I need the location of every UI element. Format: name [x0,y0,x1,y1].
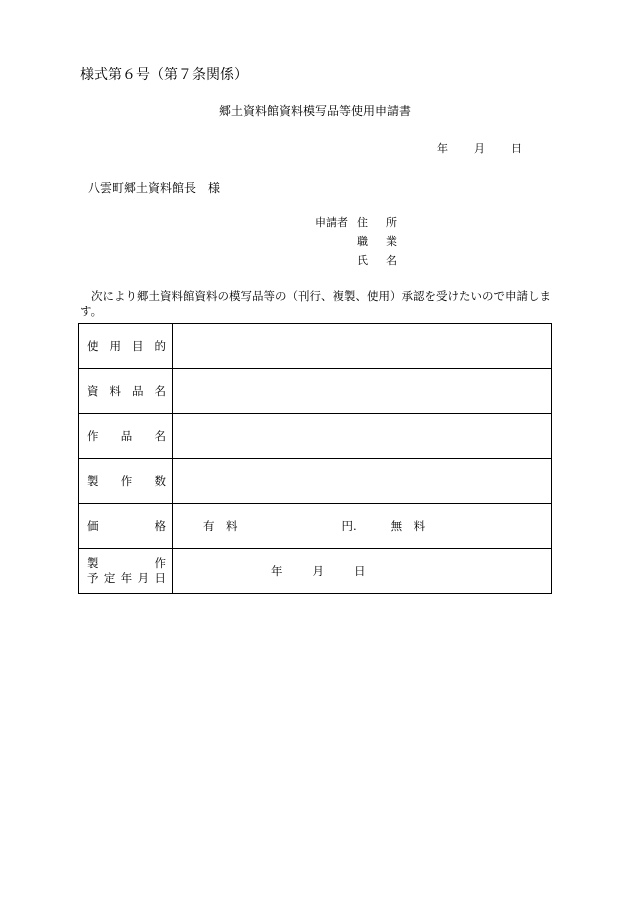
form-title: 郷土資料館資料模写品等使用申請書 [218,104,411,118]
label-char: 価 [87,519,99,533]
addressee: 八雲町郷土資料館長 様 [88,181,221,195]
label-char: 月 [137,571,150,585]
schedule-day: 日 [354,564,366,578]
label-char: 目 [132,339,144,353]
schedule-month: 月 [312,564,324,578]
price-free-option[interactable]: 無 料 [390,519,426,533]
label-char: 作 [154,556,166,570]
address-label [357,213,397,232]
body-text: 次により郷土資料館資料の模写品等の（刊行、複製、使用）承認を受けたいので申請します。 [80,289,551,318]
name-label-char-2: 名 [386,254,397,267]
price-field [173,504,552,549]
label-char: 品 [132,384,144,398]
name-label [357,251,397,270]
address-label-char-2: 所 [386,216,397,229]
label-char: 品 [120,429,133,443]
label-char: 格 [154,519,166,533]
quantity-label [79,459,173,504]
material-name-label [79,369,173,414]
date-day: 日 [511,142,522,155]
label-char: 名 [154,384,166,398]
address-label-char-1: 住 [357,216,368,229]
price-label [79,504,173,549]
price-yen-unit: 円. [341,519,357,533]
applicant-label: 申請者 [315,216,348,229]
work-name-label [79,414,173,459]
table-row [79,504,552,549]
label-char: 料 [109,384,121,398]
date-month: 月 [474,142,485,155]
material-name-field[interactable] [173,369,552,414]
label-char: 用 [109,339,121,353]
label-char: 定 [103,571,116,585]
table-row [79,414,552,459]
name-label-char-1: 氏 [357,254,368,267]
label-char: 日 [154,571,166,585]
quantity-field[interactable] [173,459,552,504]
schedule-label [79,549,173,594]
date-year: 年 [437,142,448,155]
occupation-label [357,232,397,251]
label-char: 的 [154,339,166,353]
label-char: 資 [87,384,99,398]
purpose-label [79,324,173,369]
purpose-field[interactable] [173,324,552,369]
price-paid-option[interactable]: 有 料 [203,519,238,533]
schedule-field[interactable] [173,549,552,594]
label-char: 年 [120,571,133,585]
label-char: 作 [87,429,99,443]
label-char: 予 [87,571,99,585]
application-date [437,140,522,156]
label-char: 製 [87,556,99,570]
label-char: 名 [154,429,166,443]
table-row [79,549,552,594]
label-char: 使 [87,339,99,353]
label-char: 製 [87,474,99,488]
label-char: 作 [120,474,133,488]
applicant-block [315,213,397,270]
application-table [78,323,552,594]
table-row [79,369,552,414]
occupation-label-char-1: 職 [357,235,368,248]
label-char: 数 [154,474,166,488]
work-name-field[interactable] [173,414,552,459]
form-number: 様式第６号（第７条関係） [80,67,248,83]
table-row [79,459,552,504]
schedule-year: 年 [271,564,283,578]
table-row [79,324,552,369]
occupation-label-char-2: 業 [386,235,397,248]
